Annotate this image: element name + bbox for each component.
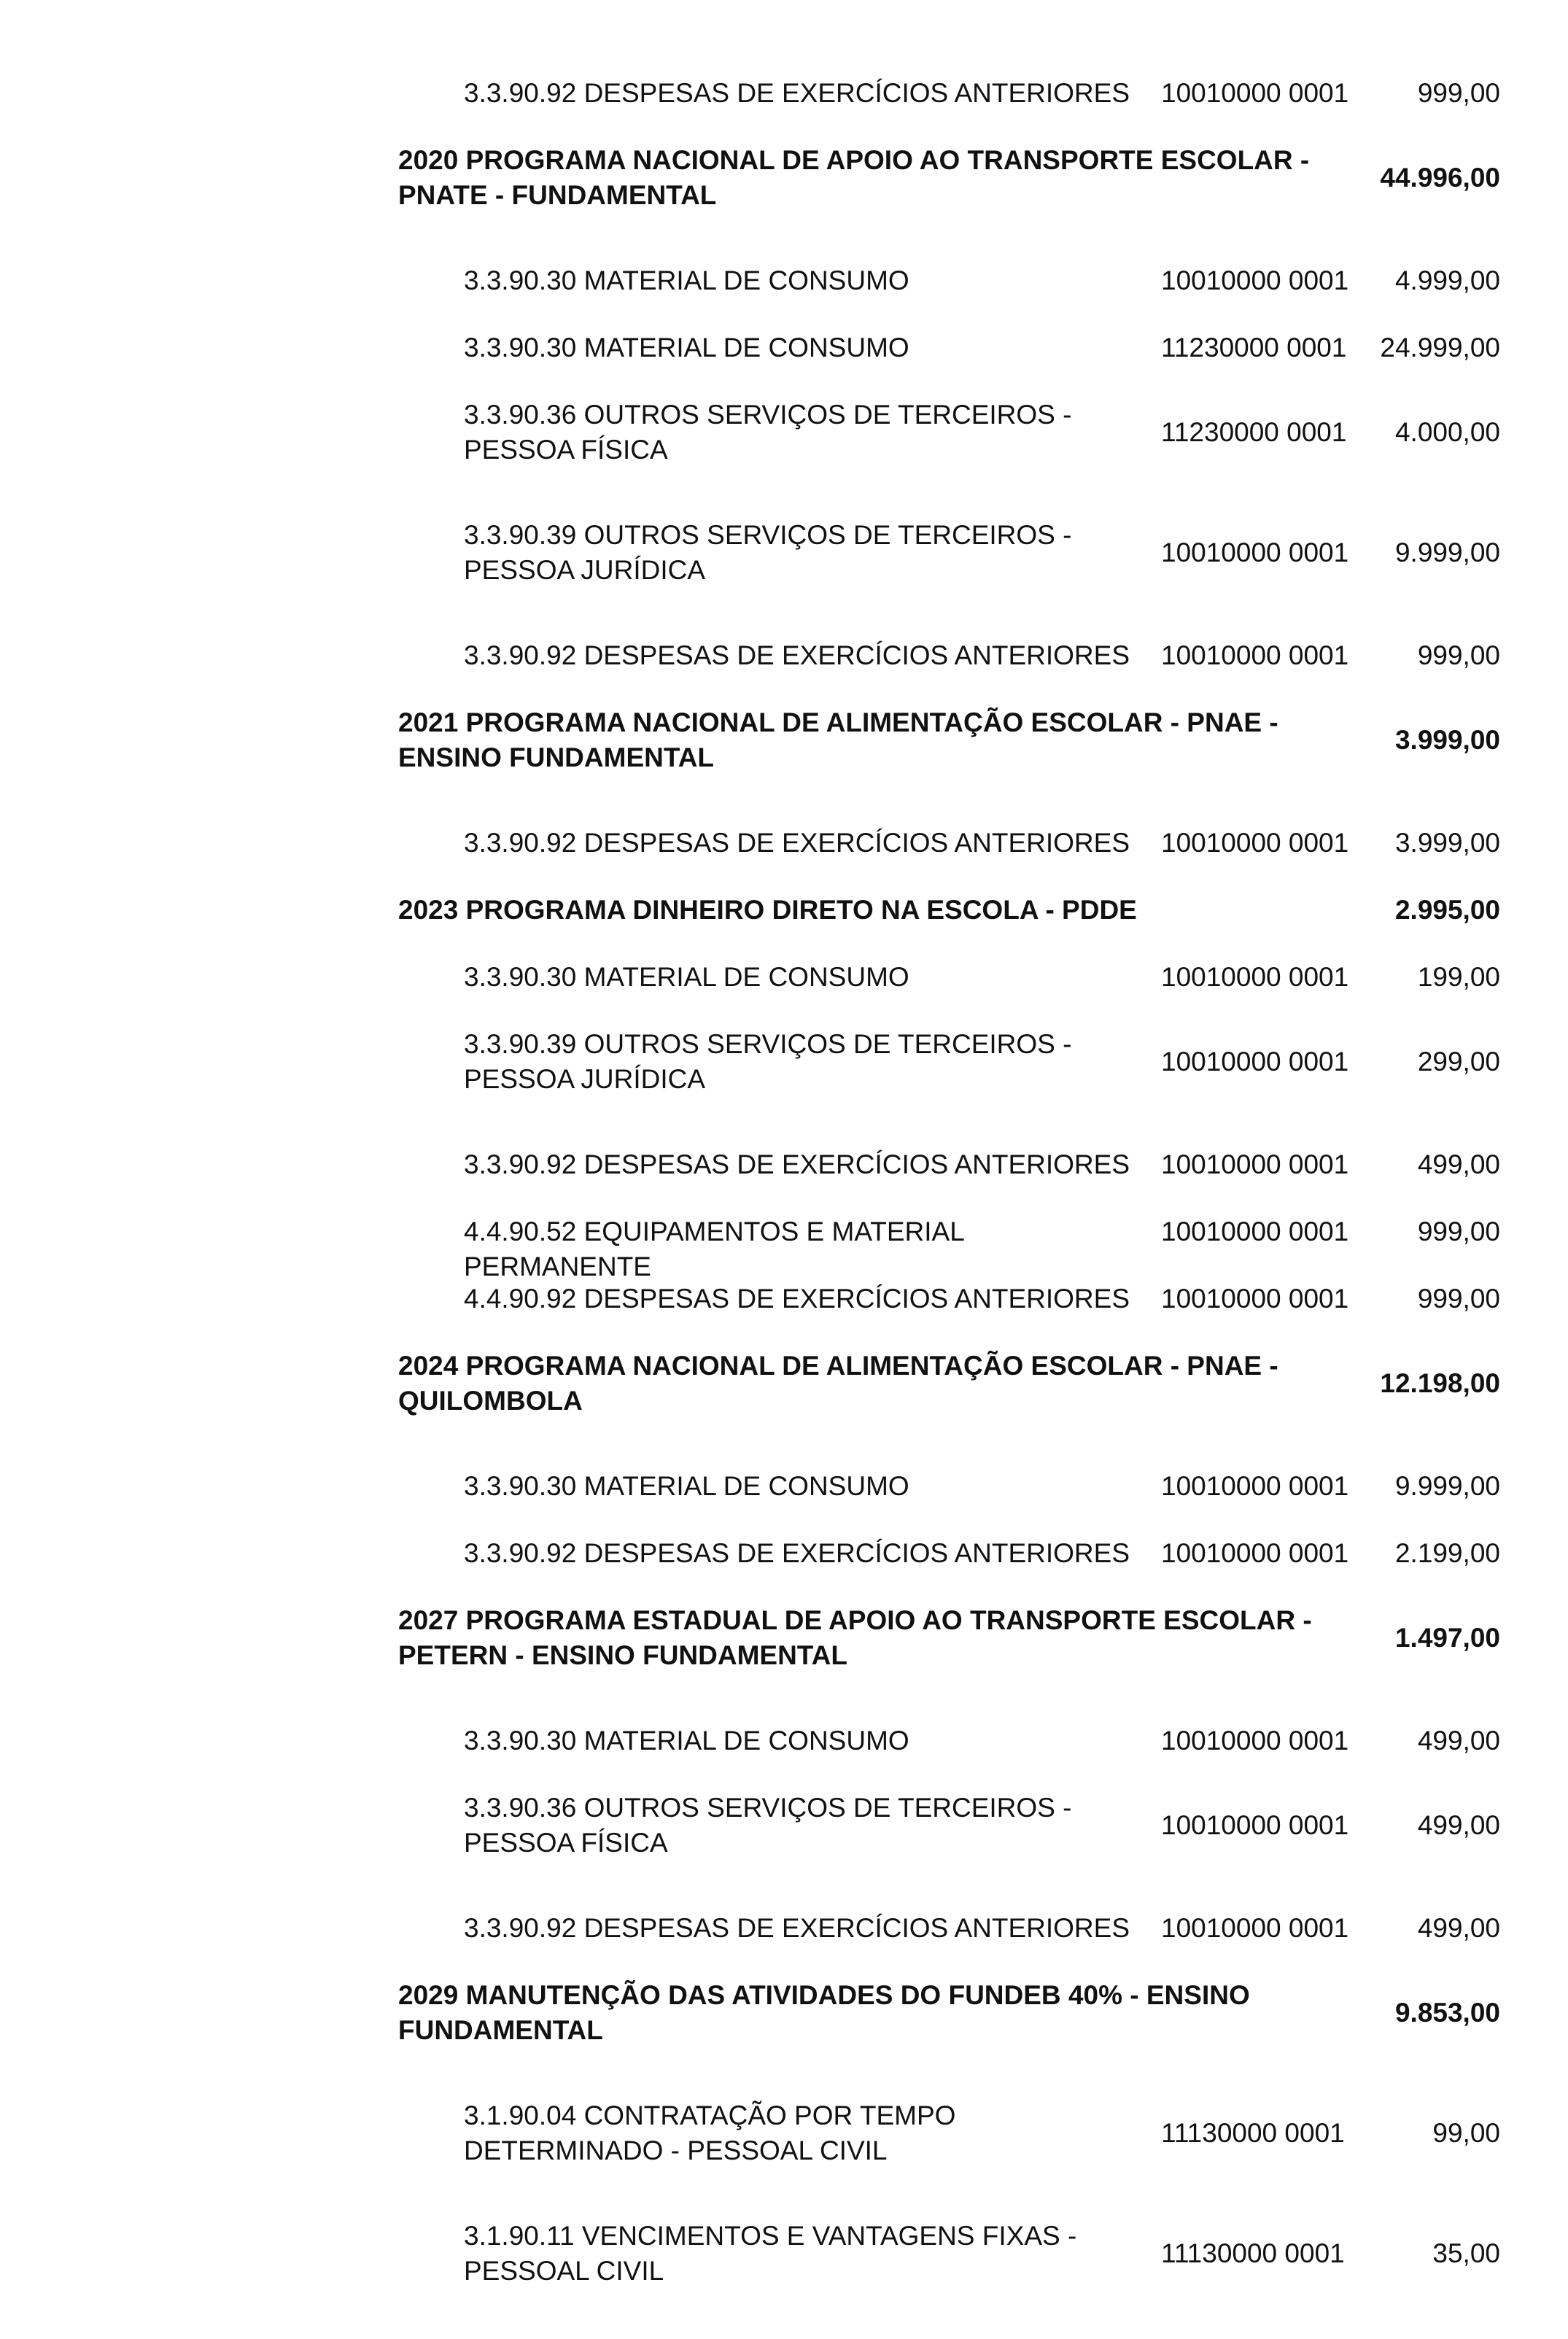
expense-amount: 499,00 [1417, 1149, 1500, 1179]
expense-item-row [0, 638, 1568, 705]
funding-source-code: 10010000 0001 [1161, 1149, 1349, 1179]
expense-amount: 9.999,00 [1394, 1471, 1500, 1501]
expense-amount: 999,00 [1417, 78, 1500, 108]
funding-source-code: 10010000 0001 [1161, 1726, 1349, 1756]
funding-source-code: 10010000 0001 [1161, 265, 1349, 295]
expense-amount: 999,00 [1417, 1217, 1500, 1246]
expense-amount: 999,00 [1417, 1284, 1500, 1314]
program-total-amount: 9.853,00 [1394, 1998, 1500, 2028]
expense-amount: 499,00 [1417, 1726, 1500, 1756]
program-total-amount: 3.999,00 [1394, 725, 1500, 755]
expense-amount: 4.000,00 [1394, 417, 1500, 447]
expense-amount: 199,00 [1417, 962, 1500, 992]
expense-amount: 3.999,00 [1394, 828, 1500, 858]
funding-source-code: 10010000 0001 [1161, 1047, 1349, 1077]
program-total-amount: 12.198,00 [1380, 1368, 1500, 1398]
expense-item-row [0, 1791, 1568, 1911]
funding-source-code: 10010000 0001 [1161, 1810, 1349, 1840]
funding-source-code: 10010000 0001 [1161, 640, 1349, 670]
expense-item-row [0, 1281, 1568, 1349]
funding-source-code: 10010000 0001 [1161, 962, 1349, 992]
program-row [0, 143, 1568, 263]
expense-item-row [0, 1027, 1568, 1147]
funding-source-code: 11130000 0001 [1161, 2118, 1345, 2148]
expense-amount: 999,00 [1417, 640, 1500, 670]
expense-item-row [0, 1214, 1568, 1281]
expense-item-row [0, 2098, 1568, 2219]
program-title: 2021 PROGRAMA NACIONAL DE ALIMENTAÇÃO ESCOLAR - PNAE - ENSINO FUNDAMENTAL [398, 707, 1278, 772]
funding-source-code: 10010000 0001 [1161, 828, 1349, 858]
expense-description: 3.3.90.92 DESPESAS DE EXERCÍCIOS ANTERIORES [464, 1538, 1130, 1568]
expense-amount: 35,00 [1432, 2238, 1500, 2268]
funding-source-code: 10010000 0001 [1161, 78, 1349, 108]
expense-description: 3.3.90.39 OUTROS SERVIÇOS DE TERCEIROS - PESSOA JURÍDICA [464, 1029, 1072, 1094]
expense-amount: 9.999,00 [1394, 538, 1500, 567]
expense-item-row [0, 2219, 1568, 2339]
program-title: 2027 PROGRAMA ESTADUAL DE APOIO AO TRANSPORTE ESCOLAR - PETERN - ENSINO FUNDAMENTAL [398, 1605, 1312, 1670]
funding-source-code: 10010000 0001 [1161, 1913, 1349, 1943]
expense-item-row [0, 518, 1568, 638]
funding-source-code: 10010000 0001 [1161, 1471, 1349, 1501]
expense-item-row [0, 960, 1568, 1027]
expense-description: 3.3.90.92 DESPESAS DE EXERCÍCIOS ANTERIORES [464, 828, 1130, 858]
expense-description: 3.3.90.39 OUTROS SERVIÇOS DE TERCEIROS - PESSOA JURÍDICA [464, 520, 1072, 585]
expense-description: 3.3.90.92 DESPESAS DE EXERCÍCIOS ANTERIORES [464, 78, 1130, 108]
expense-item-row [0, 397, 1568, 518]
expense-item-row [0, 330, 1568, 397]
expense-description: 3.3.90.30 MATERIAL DE CONSUMO [464, 962, 909, 992]
expense-amount: 2.199,00 [1394, 1538, 1500, 1568]
expense-description: 3.1.90.11 VENCIMENTOS E VANTAGENS FIXAS - PESSOAL CIVIL [464, 2221, 1077, 2286]
expense-description: 3.1.90.04 CONTRATAÇÃO POR TEMPO DETERMINADO - PESSOAL CIVIL [464, 2101, 956, 2165]
program-row [0, 893, 1568, 960]
expense-item-row [0, 263, 1568, 330]
program-title: 2020 PROGRAMA NACIONAL DE APOIO AO TRANSPORTE ESCOLAR - PNATE - FUNDAMENTAL [398, 145, 1310, 210]
expense-description: 4.4.90.52 EQUIPAMENTOS E MATERIAL PERMANENTE [464, 1217, 964, 1281]
program-total-amount: 1.497,00 [1394, 1623, 1500, 1653]
expense-description: 3.3.90.30 MATERIAL DE CONSUMO [464, 1471, 909, 1501]
funding-source-code: 10010000 0001 [1161, 1217, 1349, 1246]
expense-description: 3.3.90.36 OUTROS SERVIÇOS DE TERCEIROS - PESSOA FÍSICA [464, 400, 1072, 465]
expense-amount: 99,00 [1432, 2118, 1500, 2148]
program-row [0, 705, 1568, 826]
funding-source-code: 11230000 0001 [1161, 417, 1347, 447]
expense-description: 3.3.90.92 DESPESAS DE EXERCÍCIOS ANTERIORES [464, 1149, 1130, 1179]
expense-amount: 499,00 [1417, 1913, 1500, 1943]
expense-amount: 24.999,00 [1380, 333, 1500, 362]
expense-item-row [0, 826, 1568, 893]
expense-item-row [0, 76, 1568, 143]
program-title: 2023 PROGRAMA DINHEIRO DIRETO NA ESCOLA - PDDE [398, 895, 1137, 925]
expense-description: 3.3.90.30 MATERIAL DE CONSUMO [464, 265, 909, 295]
program-total-amount: 44.996,00 [1380, 163, 1500, 193]
funding-source-code: 11130000 0001 [1161, 2238, 1345, 2268]
budget-table [0, 76, 1568, 2339]
funding-source-code: 10010000 0001 [1161, 538, 1349, 567]
program-row [0, 1603, 1568, 1723]
expense-description: 3.3.90.92 DESPESAS DE EXERCÍCIOS ANTERIORES [464, 1913, 1130, 1943]
expense-amount: 4.999,00 [1394, 265, 1500, 295]
expense-item-row [0, 1147, 1568, 1214]
program-total-amount: 2.995,00 [1394, 895, 1500, 925]
expense-description: 3.3.90.30 MATERIAL DE CONSUMO [464, 333, 909, 362]
funding-source-code: 11230000 0001 [1161, 333, 1347, 362]
program-title: 2029 MANUTENÇÃO DAS ATIVIDADES DO FUNDEB 40% - ENSINO FUNDAMENTAL [398, 1980, 1250, 2045]
expense-amount: 299,00 [1417, 1047, 1500, 1077]
expense-description: 3.3.90.36 OUTROS SERVIÇOS DE TERCEIROS - PESSOA FÍSICA [464, 1793, 1072, 1858]
program-row [0, 1349, 1568, 1469]
funding-source-code: 10010000 0001 [1161, 1284, 1349, 1314]
program-row [0, 1978, 1568, 2098]
expense-item-row [0, 1723, 1568, 1791]
program-title: 2024 PROGRAMA NACIONAL DE ALIMENTAÇÃO ESCOLAR - PNAE - QUILOMBOLA [398, 1351, 1278, 1416]
funding-source-code: 10010000 0001 [1161, 1538, 1349, 1568]
expense-amount: 499,00 [1417, 1810, 1500, 1840]
expense-description: 4.4.90.92 DESPESAS DE EXERCÍCIOS ANTERIORES [464, 1284, 1130, 1314]
expense-description: 3.3.90.92 DESPESAS DE EXERCÍCIOS ANTERIORES [464, 640, 1130, 670]
expense-item-row [0, 1469, 1568, 1536]
expense-description: 3.3.90.30 MATERIAL DE CONSUMO [464, 1726, 909, 1756]
expense-item-row [0, 1911, 1568, 1978]
expense-item-row [0, 1536, 1568, 1603]
